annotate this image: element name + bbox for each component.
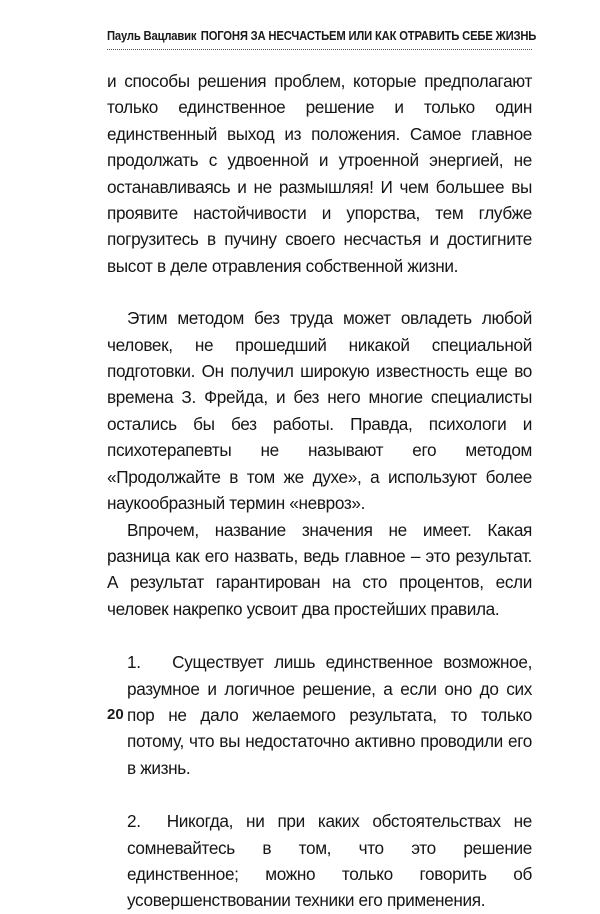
paragraph-result: Впрочем, название значения не имеет. Какая разница как его назвать, ведь главное – это результат. А результат гарантирован на сто процентов, если человек накрепко усвоит два простейших правила.: [107, 519, 532, 619]
rule-item-2: [107, 808, 532, 914]
paragraph-continuation: и способы решения проблем, которые предполагают только единственное решение и только один единственный выход из положения. Самое главное продолжать с удвоенной и утроенной энергией, не останавливаясь и не размышляя! И чем большее вы проявите настойчивости и упорства, тем глубже погрузитесь в пучину своего несчастья и достигните высот в деле отравления собственной жизни.: [107, 71, 532, 276]
rule-number: 1.: [127, 652, 141, 673]
page-body: [107, 68, 532, 914]
header-book-title: ПОГОНЯ ЗА НЕСЧАСТЬЕМ ИЛИ КАК ОТРАВИТЬ СЕБЕ ЖИЗНЬ: [200, 29, 537, 43]
rule-item-1: [107, 649, 532, 781]
page-number: 20: [107, 706, 124, 723]
rule-text: Никогда, ни при каких обстоятельствах не сомневайтесь в том, что это решение единственное; можно только говорить об усовершенствовании техники его применения.: [127, 811, 533, 911]
rule-text: Существует лишь единственное возможное, разумное и логичное решение, а если оно до сих пор не дало желаемого результата, то только потому, что вы недостаточно активно проводили его в жизнь.: [127, 652, 533, 778]
rule-number: 2.: [127, 811, 141, 832]
header-dotted-rule: [107, 49, 532, 50]
paragraph-method: Этим методом без труда может овладеть любой человек, не прошедший никакой специальной подготовки. Он получил широкую известность еще во времена З. Фрейда, и без него многие специалисты остались бы без работы. Правда, психологи и психотерапевты не называют его методом «Продолжайте в том же духе», а используют более наукообразный термин «невроз».: [107, 308, 532, 514]
running-header: [107, 29, 537, 43]
header-author: Пауль Вацлавик: [107, 29, 197, 43]
